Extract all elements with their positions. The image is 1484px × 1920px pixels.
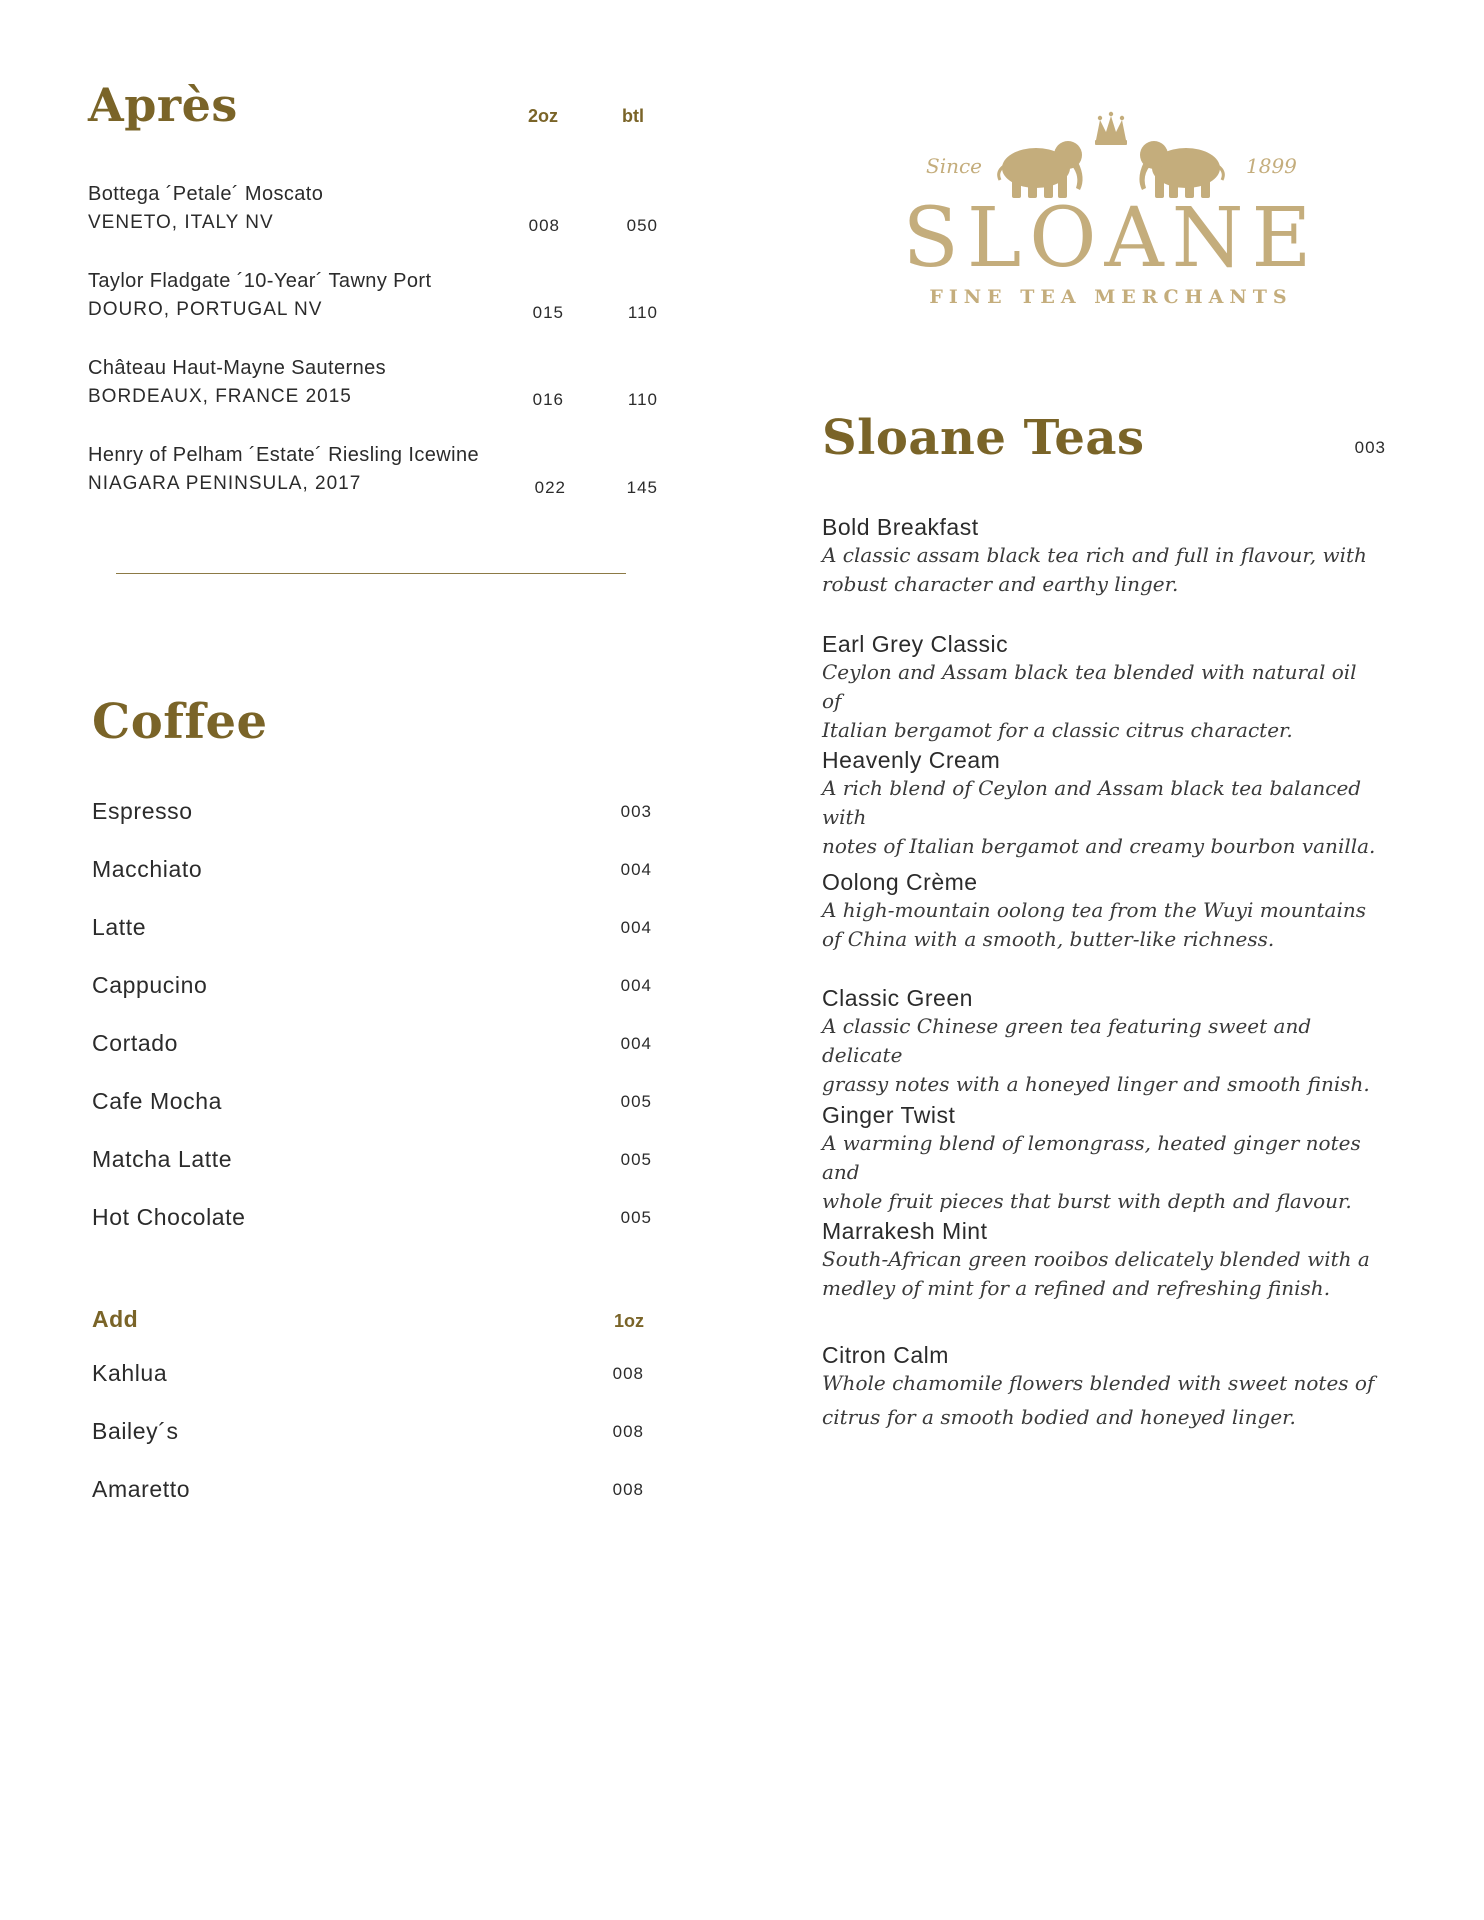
- apres-col-btl: btl: [622, 106, 644, 126]
- tea-desc-line: Ceylon and Assam black tea blended with natural oil of: [822, 660, 1357, 713]
- tea-desc-line: Whole chamomile flowers blended with sweet notes of: [822, 1371, 1375, 1395]
- tea-desc-line: medley of mint for a refined and refreshing finish.: [822, 1276, 1331, 1300]
- tea-desc-line: of China with a smooth, butter-like richness.: [822, 927, 1275, 951]
- wine-price-2oz: 008: [528, 216, 560, 235]
- logo-year: 1899: [1246, 154, 1297, 178]
- logo-tagline: FINE TEA MERCHANTS: [929, 286, 1293, 308]
- coffee-item-name: Espresso: [92, 798, 193, 824]
- tea-desc-line: notes of Italian bergamot and creamy bourbon vanilla.: [822, 834, 1376, 858]
- apres-title: Après: [88, 78, 238, 132]
- tea-desc-line: A high-mountain oolong tea from the Wuyi mountains: [822, 898, 1366, 922]
- tea-name: Citron Calm: [822, 1342, 949, 1368]
- wine-item: [88, 444, 479, 495]
- coffee-item-price: 005: [620, 1150, 652, 1169]
- tea-name: Classic Green: [822, 985, 973, 1011]
- tea-name: Ginger Twist: [822, 1102, 956, 1128]
- tea-item: [822, 747, 1382, 861]
- coffee-item-name: Cortado: [92, 1030, 179, 1056]
- wine-name: Château Haut-Mayne Sauternes: [88, 357, 387, 379]
- tea-desc-line: robust character and earthy linger.: [822, 572, 1179, 596]
- wine-price-btl: 110: [627, 303, 658, 322]
- tea-desc-line: A rich blend of Ceylon and Assam black tea balanced with: [822, 776, 1362, 829]
- wine-item: [88, 270, 431, 321]
- add-item-price: 008: [612, 1422, 644, 1441]
- coffee-item-name: Hot Chocolate: [92, 1204, 246, 1230]
- wine-region: VENETO, ITALY NV: [88, 212, 274, 233]
- coffee-item-name: Matcha Latte: [92, 1146, 233, 1172]
- tea-desc-line: whole fruit pieces that burst with depth and flavour.: [822, 1189, 1352, 1213]
- tea-item: [822, 514, 1382, 599]
- wine-price-btl: 050: [626, 216, 658, 235]
- coffee-item-price: 004: [620, 1034, 652, 1053]
- coffee-item-name: Cafe Mocha: [92, 1088, 223, 1114]
- tea-item: [822, 631, 1382, 745]
- coffee-item-name: Latte: [92, 914, 147, 940]
- add-item-price: 008: [612, 1480, 644, 1499]
- wine-price-btl: 145: [626, 478, 658, 497]
- wine-price-2oz: 022: [534, 478, 566, 497]
- elephant-icon: [999, 141, 1083, 198]
- coffee-item-price: 003: [620, 802, 652, 821]
- add-item-name: Bailey´s: [92, 1418, 179, 1444]
- wine-price-btl: 110: [627, 390, 658, 409]
- sloane-logo: [896, 110, 1326, 310]
- coffee-item-price: 005: [620, 1208, 652, 1227]
- elephant-icon: [1139, 141, 1223, 198]
- add-item-name: Amaretto: [92, 1476, 191, 1502]
- tea-name: Bold Breakfast: [822, 514, 979, 540]
- coffee-item-price: 004: [620, 860, 652, 879]
- tea-name: Marrakesh Mint: [822, 1218, 988, 1244]
- wine-price-2oz: 016: [532, 390, 564, 409]
- tea-item: [822, 985, 1382, 1099]
- coffee-item-price: 005: [620, 1092, 652, 1111]
- tea-name: Earl Grey Classic: [822, 631, 1009, 657]
- section-divider: [116, 573, 626, 574]
- tea-desc-line: grassy notes with a honeyed linger and smooth finish.: [822, 1072, 1370, 1096]
- coffee-item-price: 004: [620, 918, 652, 937]
- wine-name: Bottega ´Petale´ Moscato: [88, 183, 324, 205]
- wine-item: [88, 183, 323, 234]
- coffee-title: Coffee: [92, 694, 268, 750]
- wine-region: BORDEAUX, FRANCE 2015: [88, 386, 352, 407]
- wine-item: [88, 357, 386, 408]
- teas-price: 003: [1354, 438, 1386, 457]
- add-item-name: Kahlua: [92, 1360, 168, 1386]
- add-item-price: 008: [612, 1364, 644, 1383]
- tea-name: Oolong Crème: [822, 869, 978, 895]
- logo-since: Since: [926, 154, 983, 178]
- coffee-item-name: Macchiato: [92, 856, 203, 882]
- tea-item: [822, 869, 1382, 954]
- apres-col-2oz: 2oz: [528, 106, 559, 126]
- tea-item: [822, 1218, 1382, 1303]
- tea-desc-line: A classic Chinese green tea featuring sweet and delicate: [822, 1014, 1312, 1067]
- tea-desc-line: South-African green rooibos delicately blended with a: [822, 1247, 1370, 1271]
- tea-desc-line: A classic assam black tea rich and full in flavour, with: [822, 543, 1367, 567]
- coffee-item-name: Cappucino: [92, 972, 208, 998]
- coffee-item-price: 004: [620, 976, 652, 995]
- add-unit: 1oz: [614, 1311, 645, 1331]
- teas-title: Sloane Teas: [822, 410, 1145, 466]
- tea-name: Heavenly Cream: [822, 747, 1001, 773]
- wine-region: NIAGARA PENINSULA, 2017: [88, 473, 362, 494]
- tea-item: [822, 1342, 1382, 1432]
- tea-item: [822, 1102, 1382, 1216]
- tea-desc-line: Italian bergamot for a classic citrus character.: [822, 718, 1293, 742]
- tea-desc-line: A warming blend of lemongrass, heated ginger notes and: [822, 1131, 1361, 1184]
- wine-region: DOURO, PORTUGAL NV: [88, 299, 323, 320]
- wine-name: Henry of Pelham ´Estate´ Riesling Icewine: [88, 444, 479, 466]
- wine-price-2oz: 015: [532, 303, 564, 322]
- add-label: Add: [92, 1306, 139, 1332]
- wine-name: Taylor Fladgate ´10-Year´ Tawny Port: [88, 270, 432, 292]
- logo-brand: SLOANE: [902, 191, 1320, 286]
- tea-desc-line: citrus for a smooth bodied and honeyed linger.: [822, 1405, 1296, 1429]
- crown-icon: [1095, 112, 1127, 145]
